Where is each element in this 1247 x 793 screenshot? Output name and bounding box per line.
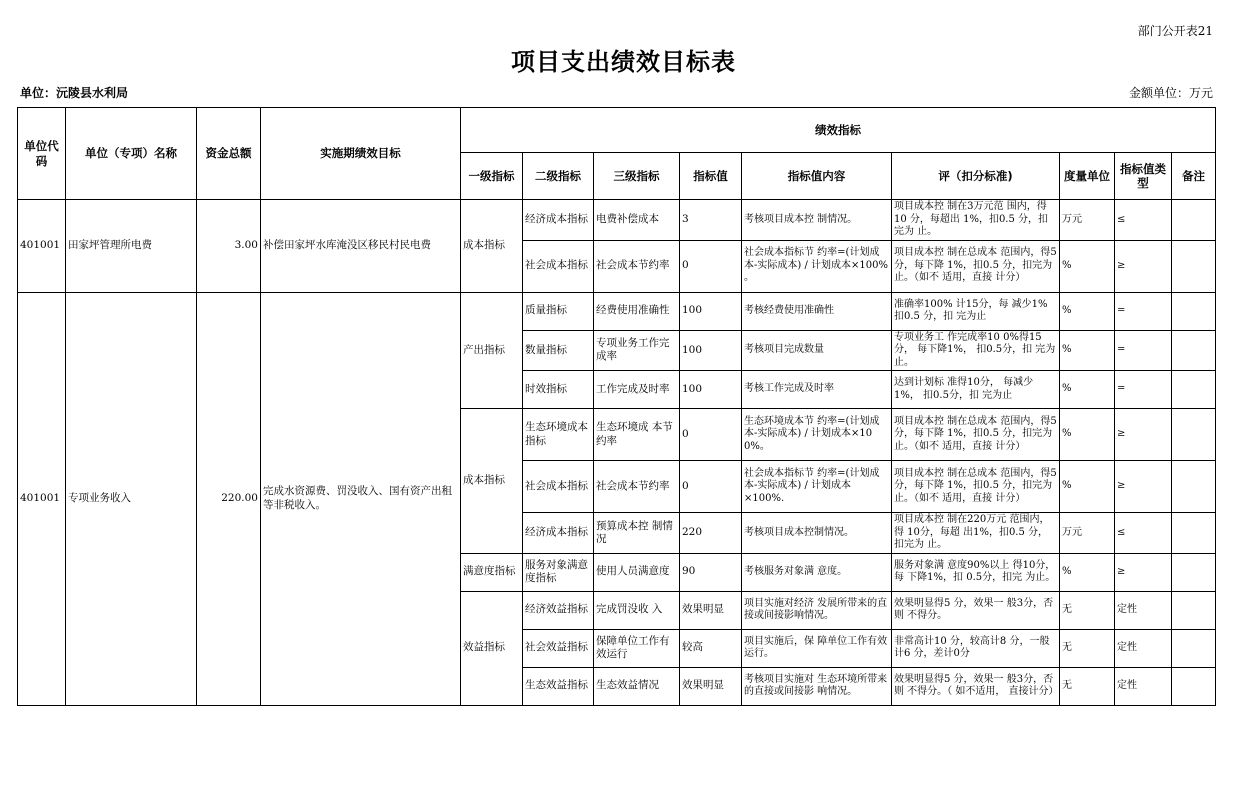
- value-type-cell: ≤: [1115, 200, 1172, 241]
- value-cell: 较高: [680, 629, 742, 667]
- header-total-funds: 资金总额: [197, 108, 261, 200]
- value-type-cell: ≥: [1115, 409, 1172, 461]
- header-level2: 二级指标: [523, 153, 594, 200]
- level3-cell: 专项业务工作完成率: [594, 330, 680, 371]
- level1-cell: 成本指标: [461, 200, 523, 293]
- scoring-cell: 专项业务工 作完成率10 0%得15分， 每下降1%， 扣0.5分，扣 完为止。: [892, 330, 1060, 371]
- remarks-cell: [1172, 553, 1216, 591]
- level3-cell: 社会成本节约率: [594, 461, 680, 513]
- value-type-cell: ≥: [1115, 553, 1172, 591]
- level3-cell: 生态效益情况: [594, 667, 680, 705]
- level2-cell: 经济成本指标: [523, 200, 594, 241]
- measure-unit-cell: 无: [1060, 667, 1115, 705]
- value-cell: 效果明显: [680, 591, 742, 629]
- content-cell: 项目实施后，保 障单位工作有效 运行。: [742, 629, 892, 667]
- remarks-cell: [1172, 371, 1216, 409]
- value-type-cell: =: [1115, 330, 1172, 371]
- table-number-label: 部门公开表21: [1137, 24, 1213, 38]
- unit-label: 单位：沅陵县水利局: [20, 86, 129, 100]
- level3-cell: 使用人员满意度: [594, 553, 680, 591]
- level3-cell: 电费补偿成本: [594, 200, 680, 241]
- scoring-cell: 准确率100% 计15分，每 减少1% 扣0.5 分，扣 完为止: [892, 292, 1060, 330]
- header-unit-code: 单位代码: [18, 108, 66, 200]
- scoring-cell: 非常高计10 分，较高计8 分，一般计6 分，差计0分: [892, 629, 1060, 667]
- remarks-cell: [1172, 629, 1216, 667]
- level1-cell: 效益指标: [461, 591, 523, 705]
- content-cell: 社会成本指标节 约率=(计划成 本-实际成本) / 计划成本×100% 。: [742, 240, 892, 292]
- header-scoring: 评（扣分标准): [892, 153, 1060, 200]
- content-cell: 考核项目成本控 制情况。: [742, 200, 892, 241]
- value-cell: 3: [680, 200, 742, 241]
- level2-cell: 社会成本指标: [523, 461, 594, 513]
- amount-cell: 220.00: [197, 292, 261, 705]
- header-remarks: 备注: [1172, 153, 1216, 200]
- remarks-cell: [1172, 667, 1216, 705]
- header-level1: 一级指标: [461, 153, 523, 200]
- content-cell: 考核工作完成及时率: [742, 371, 892, 409]
- content-cell: 项目实施对经济 发展所带来的直 接或间接影响情况。: [742, 591, 892, 629]
- goal-cell: 补偿田家坪水库淹没区移民村民电费: [261, 200, 461, 293]
- header-value-content: 指标值内容: [742, 153, 892, 200]
- level1-cell: 产出指标: [461, 292, 523, 409]
- measure-unit-cell: %: [1060, 371, 1115, 409]
- level3-cell: 预算成本控 制情况: [594, 513, 680, 554]
- value-type-cell: =: [1115, 371, 1172, 409]
- value-type-cell: 定性: [1115, 667, 1172, 705]
- measure-unit-cell: %: [1060, 409, 1115, 461]
- remarks-cell: [1172, 591, 1216, 629]
- value-cell: 100: [680, 292, 742, 330]
- value-cell: 100: [680, 330, 742, 371]
- value-cell: 效果明显: [680, 667, 742, 705]
- scoring-cell: 效果明显得5 分，效果一 般3分，否则 不得分。: [892, 591, 1060, 629]
- unit-name-cell: 专项业务收入: [66, 292, 197, 705]
- content-cell: 考核项目完成数量: [742, 330, 892, 371]
- measure-unit-cell: %: [1060, 461, 1115, 513]
- header-value-type: 指标值类型: [1115, 153, 1172, 200]
- header-value: 指标值: [680, 153, 742, 200]
- value-type-cell: ≥: [1115, 461, 1172, 513]
- level3-cell: 保障单位工作有效运行: [594, 629, 680, 667]
- content-cell: 生态环境成本节 约率=(计划成 本-实际成本) / 计划成本×10 0%。: [742, 409, 892, 461]
- measure-unit-cell: %: [1060, 330, 1115, 371]
- scoring-cell: 项目成本控 制在总成本 范围内，得5 分，每下降 1%，扣0.5 分，扣完为 止。（如不 适用，直接 计分）: [892, 240, 1060, 292]
- measure-unit-cell: 万元: [1060, 513, 1115, 554]
- measure-unit-cell: 万元: [1060, 200, 1115, 241]
- header-period-goal: 实施期绩效目标: [261, 108, 461, 200]
- unit-name-cell: 田家坪管理所电费: [66, 200, 197, 293]
- measure-unit-cell: 无: [1060, 591, 1115, 629]
- value-type-cell: =: [1115, 292, 1172, 330]
- content-cell: 考核项目实施对 生态环境所带来 的直接或间接影 响情况。: [742, 667, 892, 705]
- remarks-cell: [1172, 240, 1216, 292]
- value-cell: 220: [680, 513, 742, 554]
- value-cell: 90: [680, 553, 742, 591]
- level3-cell: 生态环境成 本节约率: [594, 409, 680, 461]
- level2-cell: 经济成本指标: [523, 513, 594, 554]
- remarks-cell: [1172, 292, 1216, 330]
- content-cell: 考核项目成本控制情况。: [742, 513, 892, 554]
- level3-cell: 完成罚没收 入: [594, 591, 680, 629]
- content-cell: 考核服务对象满 意度。: [742, 553, 892, 591]
- scoring-cell: 项目成本控 制在总成本 范围内，得5 分，每下降 1%，扣0.5 分，扣完为 止。（如不 适用，直接 计分）: [892, 461, 1060, 513]
- scoring-cell: 达到计划标 准得10分， 每减少1%， 扣0.5分，扣 完为止: [892, 371, 1060, 409]
- remarks-cell: [1172, 330, 1216, 371]
- measure-unit-cell: %: [1060, 240, 1115, 292]
- page-title: 项目支出绩效目标表: [511, 48, 736, 76]
- table-row: [18, 200, 1216, 241]
- header-unit-name: 单位（专项）名称: [66, 108, 197, 200]
- value-cell: 0: [680, 461, 742, 513]
- value-cell: 0: [680, 409, 742, 461]
- unit-code-cell: 401001: [18, 200, 66, 293]
- amount-cell: 3.00: [197, 200, 261, 293]
- header-level3: 三级指标: [594, 153, 680, 200]
- value-type-cell: 定性: [1115, 629, 1172, 667]
- level2-cell: 社会成本指标: [523, 240, 594, 292]
- level3-cell: 经费使用准确性: [594, 292, 680, 330]
- scoring-cell: 项目成本控 制在总成本 范围内，得5 分，每下降 1%，扣0.5 分，扣完为 止。（如不 适用，直接 计分）: [892, 409, 1060, 461]
- level2-cell: 质量指标: [523, 292, 594, 330]
- remarks-cell: [1172, 513, 1216, 554]
- remarks-cell: [1172, 461, 1216, 513]
- measure-unit-cell: %: [1060, 292, 1115, 330]
- header-measure-unit: 度量单位: [1060, 153, 1115, 200]
- level2-cell: 数量指标: [523, 330, 594, 371]
- goal-cell: 完成水资源费、罚没收入、国有资产出租等非税收入。: [261, 292, 461, 705]
- remarks-cell: [1172, 200, 1216, 241]
- level1-cell: 成本指标: [461, 409, 523, 554]
- remarks-cell: [1172, 409, 1216, 461]
- level2-cell: 时效指标: [523, 371, 594, 409]
- unit-code-cell: 401001: [18, 292, 66, 705]
- scoring-cell: 效果明显得5 分，效果一 般3分，否则 不得分。（ 如不适用， 直接计分）: [892, 667, 1060, 705]
- value-type-cell: ≤: [1115, 513, 1172, 554]
- table-body: [18, 200, 1216, 706]
- level2-cell: 社会效益指标: [523, 629, 594, 667]
- performance-table: [17, 107, 1216, 706]
- value-cell: 0: [680, 240, 742, 292]
- value-type-cell: ≥: [1115, 240, 1172, 292]
- level3-cell: 工作完成及时率: [594, 371, 680, 409]
- level3-cell: 社会成本节约率: [594, 240, 680, 292]
- content-cell: 考核经费使用准确性: [742, 292, 892, 330]
- header-indicators: 绩效指标: [461, 108, 1216, 153]
- level2-cell: 服务对象满意度指标: [523, 553, 594, 591]
- level2-cell: 生态环境成本指标: [523, 409, 594, 461]
- amount-unit-label: 金额单位：万元: [1128, 86, 1213, 100]
- scoring-cell: 项目成本控 制在220万元 范围内，得 10分，每超 出1%，扣0.5 分，扣完为 止。: [892, 513, 1060, 554]
- table-row: [18, 292, 1216, 330]
- scoring-cell: 项目成本控 制在3万元范 围内，得10 分，每超出 1%，扣0.5 分，扣完为 止。: [892, 200, 1060, 241]
- scoring-cell: 服务对象满 意度90%以上 得10分，每 下降1%，扣 0.5分，扣完 为止。: [892, 553, 1060, 591]
- measure-unit-cell: 无: [1060, 629, 1115, 667]
- level2-cell: 经济效益指标: [523, 591, 594, 629]
- level2-cell: 生态效益指标: [523, 667, 594, 705]
- level1-cell: 满意度指标: [461, 553, 523, 591]
- measure-unit-cell: %: [1060, 553, 1115, 591]
- value-type-cell: 定性: [1115, 591, 1172, 629]
- value-cell: 100: [680, 371, 742, 409]
- content-cell: 社会成本指标节 约率=(计划成 本-实际成本) / 计划成本×100%.: [742, 461, 892, 513]
